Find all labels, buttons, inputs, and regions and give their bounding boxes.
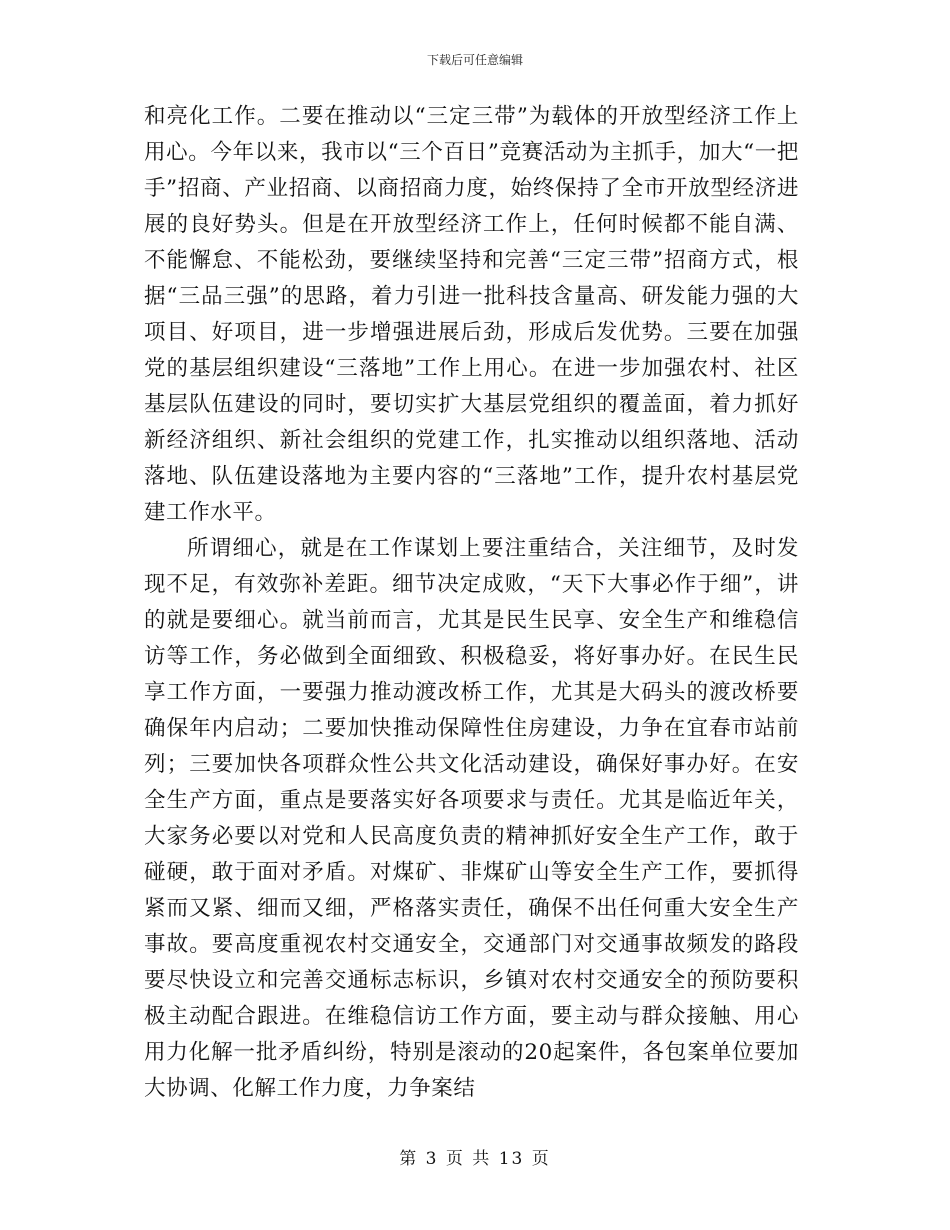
page-header: 下载后可任意编辑: [426, 53, 523, 67]
body-paragraph-continued: 和亮化工作。二要在推动以“三定三带”为载体的开放型经济工作上用心。今年以来，我市以“三个百日”竞赛活动为主抓手，加大“一把手”招商、产业招商、以商招商力度，始终保持了全市开放型经济进展的良好势头。但是在开放型经济工作上，任何时候都不能自满、不能懈怠、不能松劲，要继续坚持和完善“三定三带”招商方式，根据“三品三强”的思路，着力引进一批科技含量高、研发能力强的大项目、好项目，进一步增强进展后劲，形成后发优势。三要在加强党的基层组织建设“三落地”工作上用心。在进一步加强农村、社区基层队伍建设的同时，要切实扩大基层党组织的覆盖面，着力抓好新经济组织、新社会组织的党建工作，扎实推动以组织落地、活动落地、队伍建设落地为主要内容的“三落地”工作，提升农村基层党建工作水平。: [144, 104, 799, 525]
page-number-footer: 第 3 页 共 13 页: [399, 1149, 551, 1169]
body-paragraph: 所谓细心，就是在工作谋划上要注重结合，关注细节，及时发现不足，有效弥补差距。细节决定成败，“天下大事必作于细”，讲的就是要细心。就当前而言，尤其是民生民享、安全生产和维稳信访等工作，务必做到全面细致、积极稳妥，将好事办好。在民生民享工作方面，一要强力推动渡改桥工作，尤其是大码头的渡改桥要确保年内启动；二要加快推动保障性住房建设，力争在宜春市站前列；三要加快各项群众性公共文化活动建设，确保好事办好。在安全生产方面，重点是要落实好各项要求与责任。尤其是临近年关，大家务必要以对党和人民高度负责的精神抓好安全生产工作，敢于碰硬，敢于面对矛盾。对煤矿、非煤矿山等安全生产工作，要抓得紧而又紧、细而又细，严格落实责任，确保不出任何重大安全生产事故。要高度重视农村交通安全，交通部门对交通事故频发的路段要尽快设立和完善交通标志标识，乡镇对农村交通安全的预防要积极主动配合跟进。在维稳信访工作方面，要主动与群众接触、用心用力化解一批矛盾纠纷，特别是滚动的20起案件，各包案单位要加大协调、化解工作力度，力争案结: [144, 536, 799, 1101]
document-body: [144, 99, 799, 1107]
